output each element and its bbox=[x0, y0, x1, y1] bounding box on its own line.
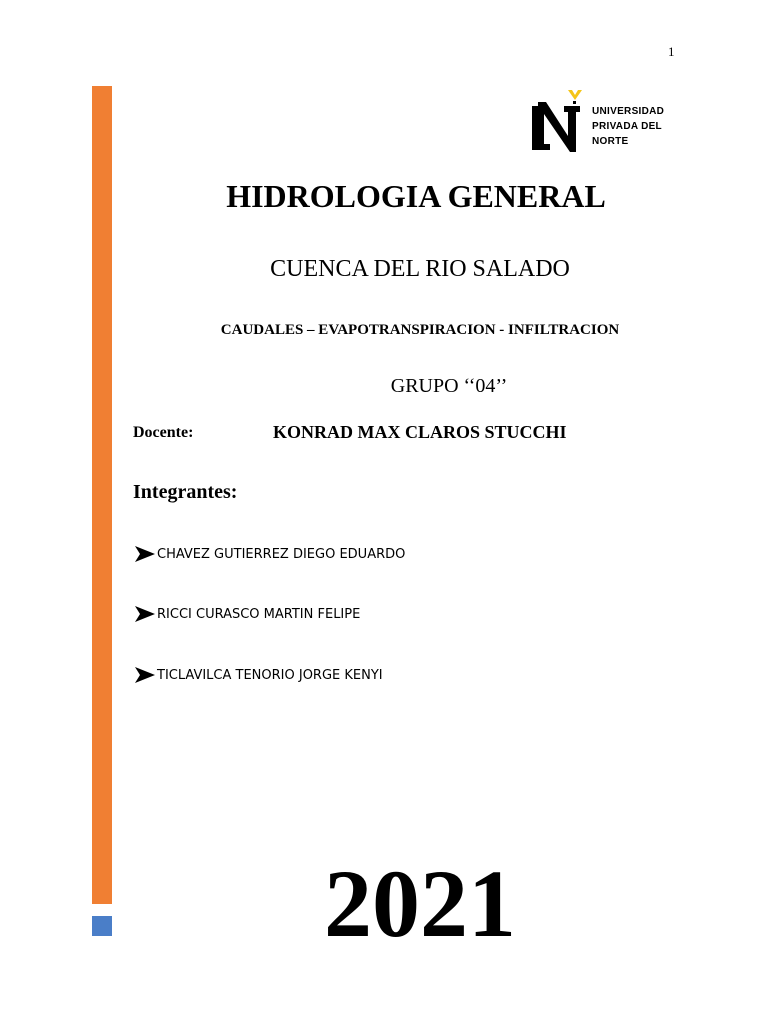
group-label: GRUPO ‘‘04’’ bbox=[390, 375, 508, 397]
member-item bbox=[133, 666, 383, 684]
university-logo bbox=[528, 84, 672, 156]
document-title: HIDROLOGIA GENERAL bbox=[226, 178, 606, 214]
logo-line-3: NORTE bbox=[592, 136, 629, 147]
document-subtitle: CUENCA DEL RIO SALADO bbox=[270, 256, 570, 282]
page-number: 1 bbox=[668, 44, 675, 59]
member-item bbox=[133, 605, 360, 623]
member-name: RICCI CURASCO MARTIN FELIPE bbox=[157, 606, 361, 622]
arrowhead-bullet-icon bbox=[133, 605, 157, 623]
integrantes-label: Integrantes: bbox=[133, 481, 238, 503]
document-topics: CAUDALES – EVAPOTRANSPIRACION - INFILTRACION bbox=[220, 322, 620, 338]
arrowhead-bullet-icon bbox=[133, 545, 157, 563]
upn-logo-icon bbox=[528, 84, 588, 156]
member-item bbox=[133, 545, 405, 563]
logo-text bbox=[592, 104, 664, 149]
arrowhead-bullet-icon bbox=[133, 666, 157, 684]
member-name: TICLAVILCA TENORIO JORGE KENYI bbox=[157, 667, 383, 683]
docente-name: KONRAD MAX CLAROS STUCCHI bbox=[273, 422, 567, 442]
document-year: 2021 bbox=[324, 850, 516, 957]
logo-line-2: PRIVADA DEL bbox=[592, 121, 662, 132]
docente-label: Docente: bbox=[133, 424, 194, 441]
logo-line-1: UNIVERSIDAD bbox=[592, 106, 665, 117]
member-name: CHAVEZ GUTIERREZ DIEGO EDUARDO bbox=[157, 546, 406, 562]
